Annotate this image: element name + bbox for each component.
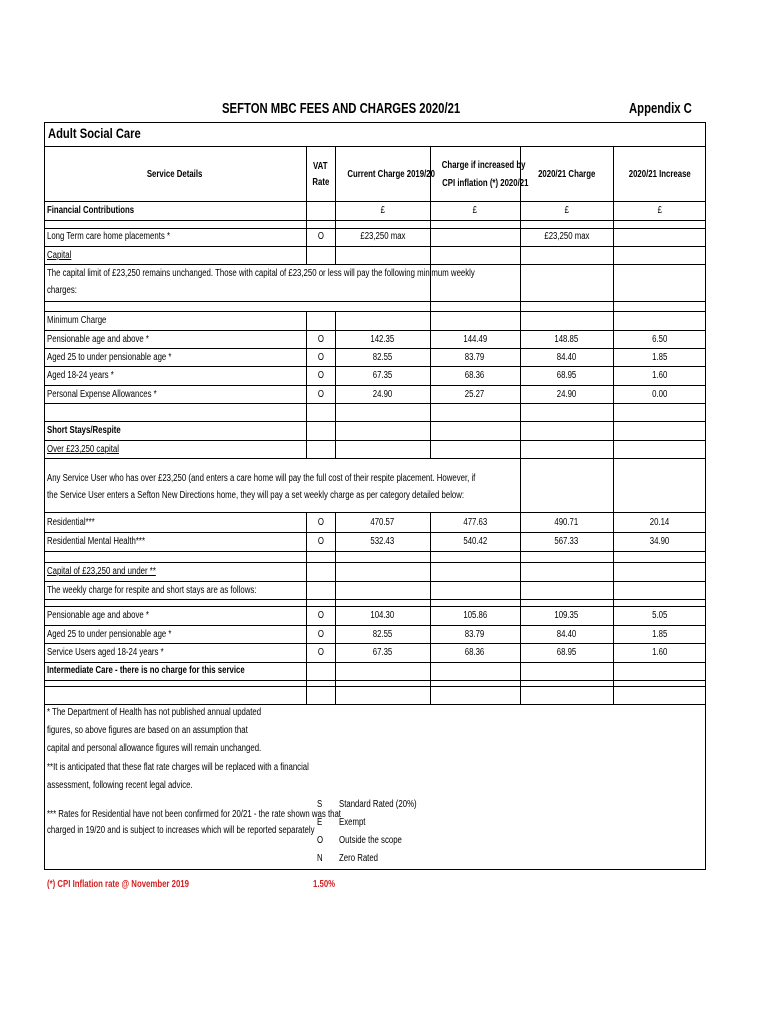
footnote: assessment, following recent legal advice. [47,780,193,791]
table-rule [44,246,706,247]
vat-key-code: E [317,817,323,828]
row-2021-increase: 34.90 [649,536,670,547]
row-label: Aged 25 to under pensionable age * [47,352,172,363]
row-cpi-charge: 83.79 [465,352,485,363]
row-label: Service Users aged 18-24 years * [47,647,164,658]
financial-contributions-label: Financial Contributions [47,205,135,216]
table-rule [44,264,706,265]
row-cpi-charge: 25.27 [465,389,485,400]
table-rule [44,220,706,221]
row-cpi-charge: 477.63 [463,517,487,528]
header-2021-charge: 2020/21 Charge [537,169,596,180]
row-label: Personal Expense Allowances * [47,389,157,400]
table-rule [44,686,706,687]
table-rule [44,606,706,607]
row-vat: O [317,517,324,528]
row-label: Pensionable age and above * [47,334,149,345]
vat-key-desc: Outside the scope [339,835,402,846]
vat-key-code: S [317,799,323,810]
intermediate-care-note: Intermediate Care - there is no charge for this service [47,665,245,676]
minimum-charge-label: Minimum Charge [47,315,107,326]
row-vat: O [317,536,324,547]
table-rule [44,385,706,386]
column-rule [613,264,614,311]
row-2021-increase: 0.00 [651,389,668,400]
row-current-charge: 67.35 [372,647,393,658]
table-rule [44,643,706,644]
row-label: Residential Mental Health*** [47,536,145,547]
row-current-charge: 142.35 [370,334,395,345]
cpi-inflation-label: (*) CPI Inflation rate @ November 2019 [47,879,189,890]
row-2021-increase: 1.85 [651,352,668,363]
long-term-charge: £23,250 max [543,231,590,242]
header-cpi-charge: CPI inflation (*) 2020/21 [442,178,529,189]
row-2021-increase: 5.05 [651,610,668,621]
row-label: Aged 25 to under pensionable age * [47,629,172,640]
long-term-label: Long Term care home placements * [47,231,170,242]
column-rule [520,264,521,311]
currency-symbol: £ [380,205,385,216]
table-rule [44,301,706,302]
respite-note: the Service User enters a Sefton New Directions home, they will pay a set weekly charge as per category detailed below: [47,490,465,501]
table-rule [44,311,706,312]
row-vat: O [317,389,324,400]
row-label: Residential*** [47,517,95,528]
row-cpi-charge: 68.36 [465,370,485,381]
cpi-inflation-value: 1.50% [313,879,336,890]
row-2021-increase: 20.14 [649,517,670,528]
table-rule [44,680,706,681]
table-rule [44,551,706,552]
row-2021-charge: 68.95 [556,370,577,381]
row-current-charge: 104.30 [370,610,395,621]
header-current-charge: Current Charge 2019/20 [347,169,435,180]
capital-label: Capital [47,250,72,261]
row-current-charge: 532.43 [370,536,395,547]
capital-under-label: Capital of £23,250 and under ** [47,566,156,577]
row-cpi-charge: 540.42 [463,536,487,547]
vat-key-code: O [317,835,324,846]
currency-symbol: £ [564,205,569,216]
table-rule [44,704,706,705]
row-vat: O [317,352,324,363]
row-2021-increase: 1.60 [651,370,668,381]
row-vat: O [317,610,324,621]
short-stays-label: Short Stays/Respite [47,425,121,436]
document-title: SEFTON MBC FEES AND CHARGES 2020/21 [222,101,461,117]
row-2021-charge: 68.95 [556,647,577,658]
row-2021-increase: 6.50 [651,334,668,345]
table-rule [44,599,706,600]
row-vat: O [317,629,324,640]
footnote: figures, so above figures are based on an assumption that [47,725,248,736]
footnote: * The Department of Health has not published annual updated [47,707,262,718]
table-rule [44,440,706,441]
row-2021-charge: 24.90 [556,389,577,400]
row-2021-charge: 109.35 [554,610,579,621]
header-service-details: Service Details [147,169,203,180]
long-term-current: £23,250 max [359,231,406,242]
footnote: **It is anticipated that these flat rate charges will be replaced with a financial [47,762,309,773]
vat-key-desc: Exempt [339,817,366,828]
table-rule [44,421,706,422]
appendix-label: Appendix C [629,101,692,117]
table-rule [44,366,706,367]
row-cpi-charge: 144.49 [463,334,487,345]
capital-note: The capital limit of £23,250 remains unchanged. Those with capital of £23,250 or less will pay the following minimum weekly [47,268,475,279]
header-2021-increase: 2020/21 Increase [628,169,691,180]
vat-key-desc: Zero Rated [339,853,379,864]
row-2021-charge: 84.40 [556,629,577,640]
row-current-charge: 82.55 [372,629,393,640]
column-rule [520,458,521,512]
over-capital-label: Over £23,250 capital [47,444,119,455]
row-current-charge: 82.55 [372,352,393,363]
row-current-charge: 67.35 [372,370,393,381]
row-cpi-charge: 83.79 [465,629,485,640]
row-vat: O [317,370,324,381]
row-2021-charge: 148.85 [554,334,579,345]
column-rule [613,458,614,512]
table-rule [44,532,706,533]
currency-symbol: £ [472,205,478,216]
header-vat-rate: Rate [312,177,329,188]
table-rule [44,146,706,147]
table-rule [44,562,706,563]
table-rule [44,201,706,202]
row-2021-increase: 1.85 [651,629,668,640]
table-rule [44,330,706,331]
table-rule [44,662,706,663]
table-rule [44,403,706,404]
row-cpi-charge: 68.36 [465,647,485,658]
rates-note: charged in 19/20 and is subject to increases which will be reported separately [47,825,315,836]
long-term-vat: O [317,231,324,242]
row-current-charge: 470.57 [370,517,395,528]
row-label: Aged 18-24 years * [47,370,114,381]
row-2021-charge: 490.71 [554,517,579,528]
table-rule [44,512,706,513]
row-current-charge: 24.90 [372,389,393,400]
row-vat: O [317,334,324,345]
table-rule [44,348,706,349]
row-cpi-charge: 105.86 [463,610,487,621]
table-rule [44,581,706,582]
vat-key-code: N [317,853,323,864]
table-rule [44,228,706,229]
currency-symbol: £ [657,205,662,216]
table-rule [44,458,706,459]
section-title: Adult Social Care [48,125,141,141]
respite-note: Any Service User who has over £23,250 (and enters a care home will pay the full cost of their respite placement. However, if [47,473,476,484]
row-label: Pensionable age and above * [47,610,149,621]
row-2021-charge: 567.33 [554,536,579,547]
vat-key-desc: Standard Rated (20%) [339,799,417,810]
row-2021-charge: 84.40 [556,352,577,363]
header-vat-rate: VAT [313,161,328,172]
rates-note: *** Rates for Residential have not been confirmed for 20/21 - the rate shown was that [47,809,341,820]
row-2021-increase: 1.60 [651,647,668,658]
footnote: capital and personal allowance figures will remain unchanged. [47,743,262,754]
header-cpi-charge: Charge if increased by [441,160,526,171]
weekly-note: The weekly charge for respite and short stays are as follows: [47,585,257,596]
row-vat: O [317,647,324,658]
table-rule [44,625,706,626]
capital-note: charges: [47,285,77,296]
